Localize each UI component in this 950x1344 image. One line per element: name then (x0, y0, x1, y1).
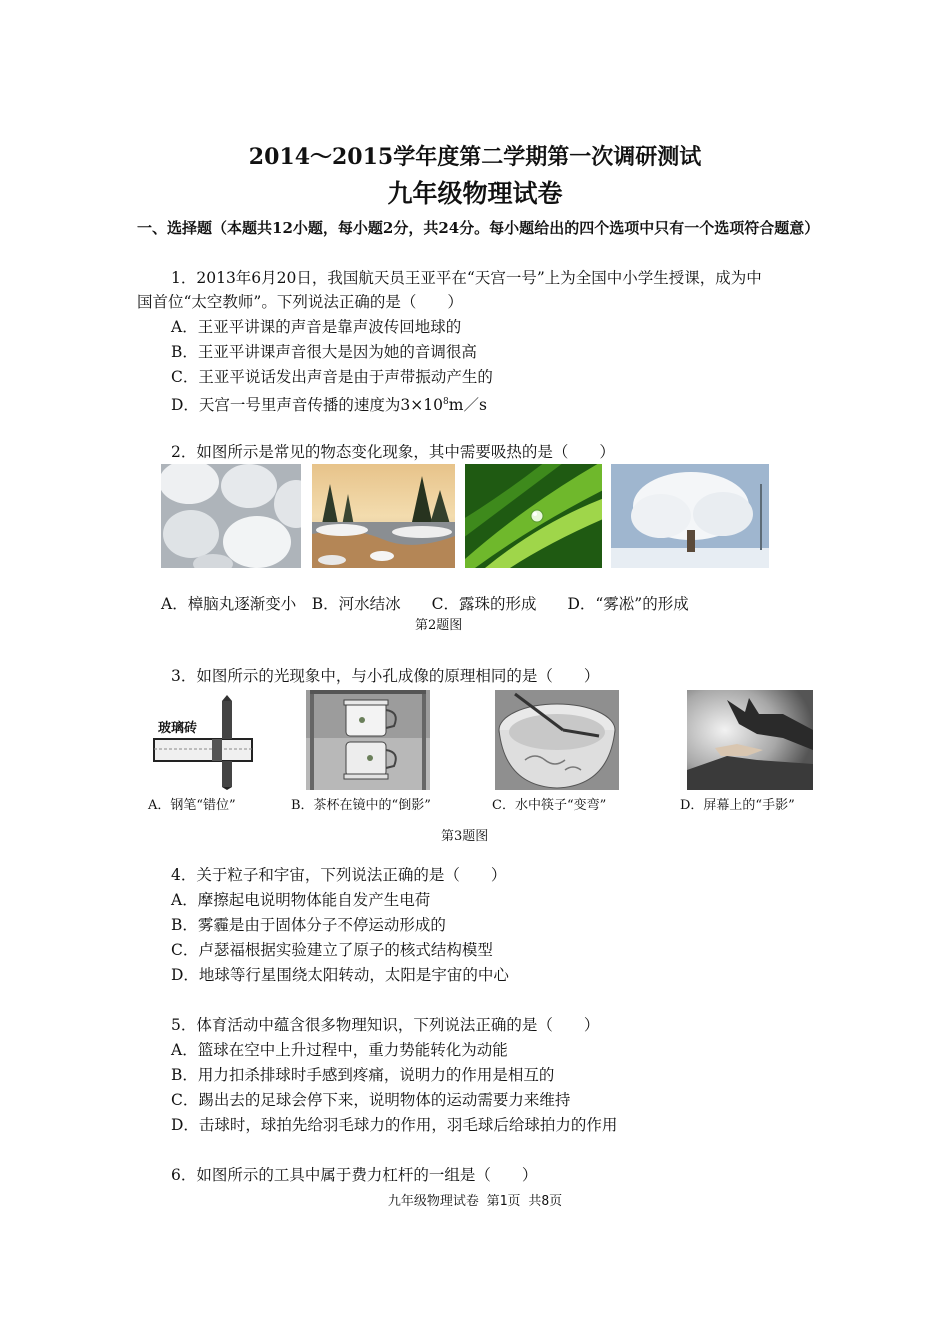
q2-figure-caption: 第2题图 (415, 618, 463, 633)
q1-option-d-unit: m／s (448, 396, 487, 415)
q3-option-a: A．钢笔“错位” (148, 798, 236, 813)
q3-image-hand-shadow (687, 690, 813, 790)
exam-subtitle: 九年级物理试卷 (387, 179, 563, 208)
q3-option-d: D．屏幕上的“手影” (680, 798, 795, 813)
q2-image-rime (611, 464, 769, 568)
q3-option-c: C．水中筷子“变弯” (492, 798, 607, 813)
q4-stem: 4．关于粒子和宇宙，下列说法正确的是（ ） (171, 866, 507, 884)
q5-option-d: D．击球时，球拍先给羽毛球力的作用，羽毛球后给球拍力的作用 (171, 1116, 618, 1134)
q2-image-river (312, 464, 455, 568)
q4-option-d: D．地球等行星围绕太阳转动，太阳是宇宙的中心 (171, 966, 509, 984)
q2-image-camphor (161, 464, 301, 568)
q3-image-bowl (495, 690, 619, 790)
q1-option-b: B．王亚平讲课声音很大是因为她的音调很高 (171, 343, 477, 361)
section-heading: 一、选择题（本题共12小题，每小题2分，共24分。每小题给出的四个选项中只有一个选项符合题意） (137, 219, 820, 237)
q2-image-dew (465, 464, 602, 568)
q1-option-c: C．王亚平说话发出声音是由于声带振动产生的 (171, 368, 493, 386)
q5-option-c: C．踢出去的足球会停下来，说明物体的运动需要力来维持 (171, 1091, 571, 1109)
q4-option-b: B．雾霾是由于固体分子不停运动形成的 (171, 916, 446, 934)
exam-title: 2014～2015学年度第二学期第一次调研测试 (248, 144, 702, 170)
q1-stem-line2: 国首位“太空教师”。下列说法正确的是（ ） (137, 293, 463, 311)
q1-option-d (171, 390, 487, 417)
q3-option-b: B．茶杯在镜中的“倒影” (291, 798, 431, 813)
q1-option-a: A．王亚平讲课的声音是靠声波传回地球的 (171, 318, 462, 336)
q6-stem: 6．如图所示的工具中属于费力杠杆的一组是（ ） (171, 1166, 538, 1184)
q4-option-a: A．摩擦起电说明物体能自发产生电荷 (171, 891, 431, 909)
q3-stem: 3．如图所示的光现象中，与小孔成像的原理相同的是（ ） (171, 667, 600, 685)
q1-option-d-text: D．天宫一号里声音传播的速度为3×10 (171, 396, 444, 415)
q5-option-a: A．篮球在空中上升过程中，重力势能转化为动能 (171, 1041, 508, 1059)
q4-option-c: C．卢瑟福根据实验建立了原子的核式结构模型 (171, 941, 493, 959)
q3-image-pen (148, 695, 258, 790)
q3-image-cup (306, 690, 430, 790)
q3-glass-label: 玻璃砖 (158, 721, 198, 736)
q1-option-d-exponent: 8 (443, 397, 449, 407)
q5-option-b: B．用力扣杀排球时手感到疼痛，说明力的作用是相互的 (171, 1066, 555, 1084)
q5-stem: 5．体育活动中蕴含很多物理知识，下列说法正确的是（ ） (171, 1016, 600, 1034)
q2-options: A．樟脑丸逐渐变小 B．河水结冰 C．露珠的形成 D．“雾凇”的形成 (161, 595, 689, 613)
page-footer: 九年级物理试卷 第1页 共8页 (387, 1194, 563, 1209)
q2-stem: 2．如图所示是常见的物态变化现象，其中需要吸热的是（ ） (171, 443, 615, 461)
q1-stem-line1: 1．2013年6月20日，我国航天员王亚平在“天宫一号”上为全国中小学生授课，成为中 (171, 269, 762, 287)
q3-figure-caption: 第3题图 (441, 829, 489, 844)
